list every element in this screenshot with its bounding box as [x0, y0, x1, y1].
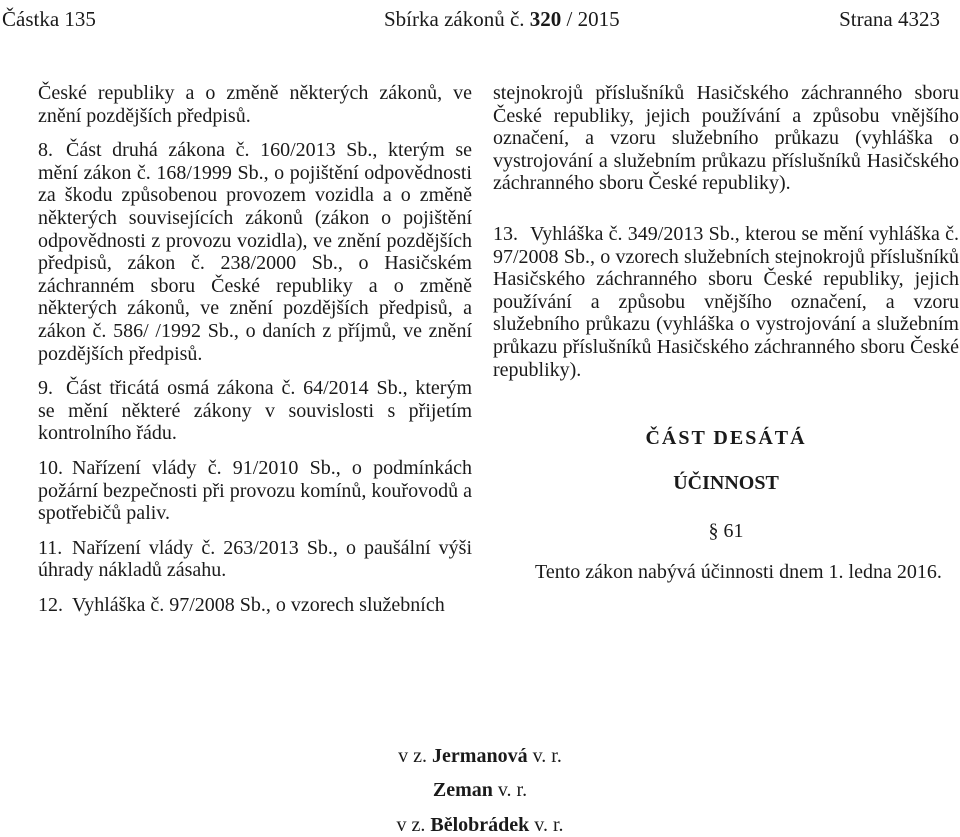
list-item-number: 9. [38, 377, 53, 400]
signature-line [0, 813, 960, 837]
list-item [38, 594, 472, 617]
list-item [38, 139, 472, 365]
list-item [38, 457, 472, 525]
signature-suffix: v. r. [532, 745, 562, 767]
collection-year: / 2015 [566, 7, 620, 31]
list-item-number: 11. [38, 536, 63, 559]
list-item [38, 537, 472, 582]
collection-label [384, 4, 620, 34]
intro-paragraph: České republiky a o změně některých zákonů, ve znění pozdějších předpisů. [38, 82, 472, 127]
collection-number: 320 [529, 7, 562, 31]
issue-part-label: Částka 135 [2, 7, 96, 31]
right-column [493, 82, 959, 584]
list-item-text: Část druhá zákona č. 160/2013 Sb., kterým se mění zákon č. 168/1999 Sb., o pojištění odpovědnosti za škodu způsobenou provozem vozidla a o změně některých souvisejících zákonů (zákon o pojištění odpovědnosti z provozu vozidla), ve znění pozdějších předpisů, zákon č. 238/2000 Sb., o Hasičském záchranném sboru České republiky a o změně některých zákonů, ve znění pozdějších předpisů, a zákon č. 586/ /1992 Sb., o daních z příjmů, ve znění pozdějších předpisů. [38, 139, 472, 365]
section-title: ÚČINNOST [673, 471, 779, 494]
signatory-name: Jermanová [432, 745, 528, 767]
list-item-number: 13. [493, 222, 518, 245]
list-item-number: 8. [38, 139, 53, 162]
signatory-name: Bělobrádek [430, 814, 530, 836]
signature-suffix: v. r. [497, 779, 528, 801]
signature-suffix: v. r. [534, 814, 564, 836]
signature-line [0, 778, 960, 802]
signature-prefix: v z. [396, 814, 426, 836]
list-item-text: Část třicátá osmá zákona č. 64/2014 Sb., kterým se mění některé zákony v souvislosti s přijetím kontrolního řádu. [38, 377, 472, 445]
signature-line [0, 744, 960, 768]
page-number-label: Strana 4323 [839, 7, 940, 31]
effective-date-paragraph: Tento zákon nabývá účinnosti dnem 1. ledna 2016. [535, 560, 942, 583]
list-item [38, 377, 472, 445]
list-item-number: 12. [38, 593, 63, 616]
collection-prefix: Sbírka zákonů č. [384, 7, 525, 31]
part-title: ČÁST DESÁTÁ [645, 427, 807, 450]
page-header [0, 4, 960, 34]
signature-prefix: v z. [398, 745, 428, 767]
signatory-name: Zeman [432, 779, 493, 801]
list-item-text: Vyhláška č. 349/2013 Sb., kterou se mění vyhláška č. 97/2008 Sb., o vzorech služebních stejnokrojů příslušníků Hasičského záchranného sboru České republiky, jejich používání a způsobu vnějšího označení, a vzoru služebního průkazu (vyhláška o vystrojování a služebním průkazu příslušníků Hasičského záchranného sboru České republiky). [493, 222, 959, 381]
paragraph-sign: § 61 [708, 520, 744, 543]
left-column [38, 82, 472, 616]
list-item-number: 10. [38, 456, 63, 479]
list-item-text: Vyhláška č. 97/2008 Sb., o vzorech služebních [72, 593, 445, 616]
list-item-text: Nařízení vlády č. 91/2010 Sb., o podmínkách požární bezpečnosti při provozu komínů, kouřovodů a spotřebičů paliv. [38, 456, 472, 525]
continuation-paragraph: stejnokrojů příslušníků Hasičského záchranného sboru České republiky, jejich používání a způsobu vnějšího označení, a vzoru služebního průkazu (vyhláška o vystrojování a služebním průkazu příslušníků Hasičského záchranného sboru České republiky). [493, 82, 959, 195]
list-item [493, 223, 959, 381]
list-item-text: Nařízení vlády č. 263/2013 Sb., o paušální výši úhrady nákladů zásahu. [38, 536, 472, 582]
